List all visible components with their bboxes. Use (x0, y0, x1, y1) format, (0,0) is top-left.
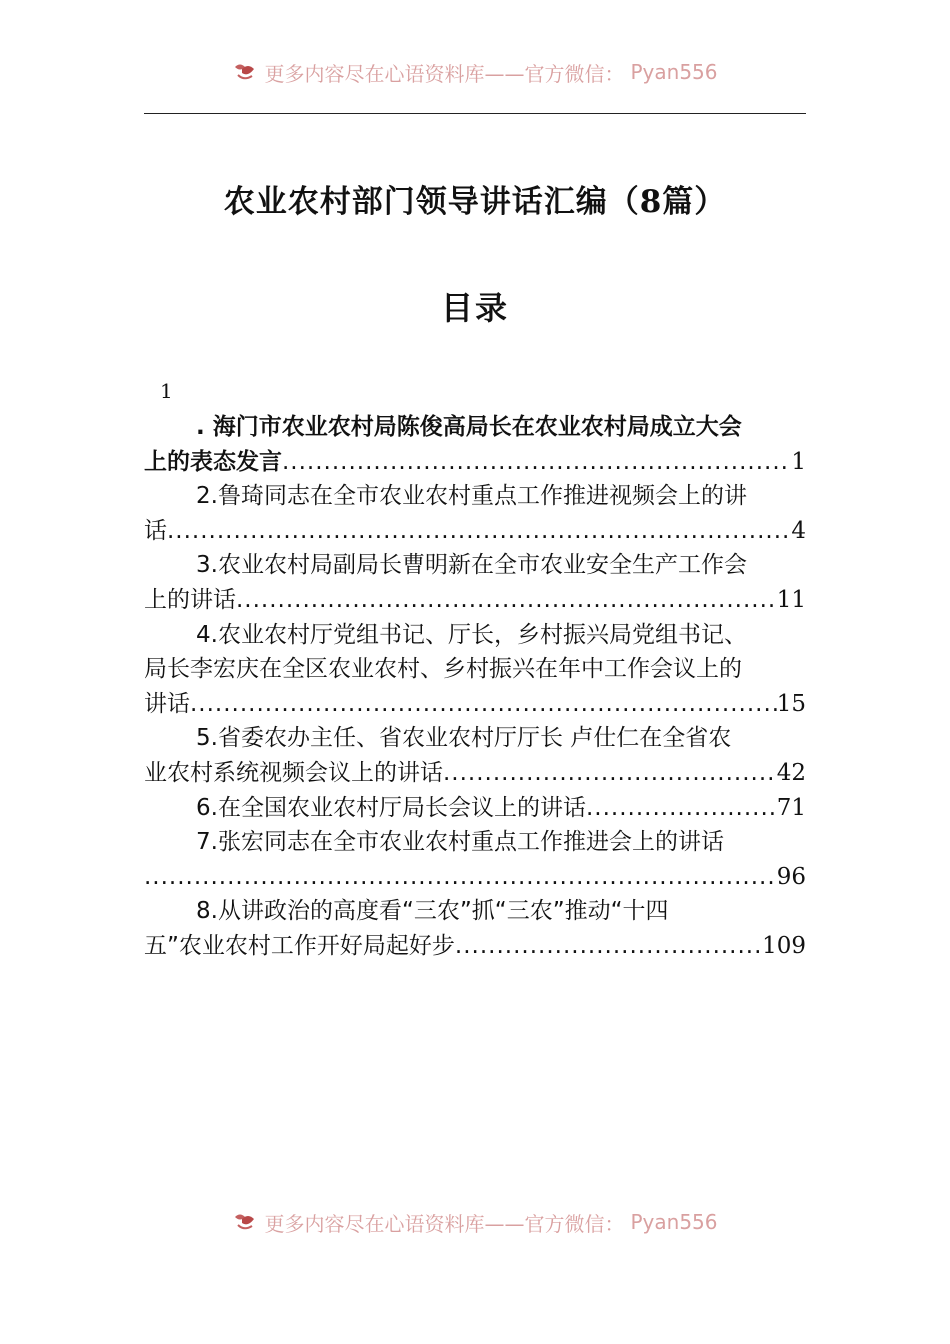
toc-page-number: 71 (776, 794, 806, 821)
watermark-handle: Pyan556 (630, 60, 718, 84)
toc-entry[interactable] (144, 479, 806, 548)
toc-heading: 目录 (440, 289, 509, 327)
watermark-text: 更多内容尽在心语资料库——官方微信： (264, 1211, 625, 1236)
toc-entry-title: 局长李宏庆在全区农业农村、乡村振兴在年中工作会议上的 (144, 656, 742, 683)
toc-entry-title: . 海门市农业农村局陈俊高局长在农业农村局成立大会 (196, 414, 742, 440)
toc-entry-title: 7.张宏同志在全市农业农村重点工作推进会上的讲话 (196, 829, 724, 856)
toc-entry-title: 6.在全国农业农村厅局长会议上的讲话 (196, 794, 586, 821)
toc-entry[interactable] (144, 548, 806, 617)
watermark-logo-icon (232, 61, 258, 83)
toc-entry-title: 4.农业农村厅党组书记、厅长，乡村振兴局党组书记、 (196, 621, 747, 648)
document-title: 农业农村部门领导讲话汇编（8篇） (223, 184, 727, 220)
toc-entry-title: 讲话 (144, 690, 190, 717)
toc-entry-title: 上的讲话 (144, 586, 236, 613)
toc-dot-leader (144, 860, 777, 895)
toc-dot-leader (586, 791, 777, 826)
toc-entry[interactable] (144, 791, 806, 826)
toc-entry-leader-line (144, 514, 806, 549)
toc-entry[interactable] (144, 894, 806, 963)
toc-dot-leader (443, 756, 777, 791)
toc-entry[interactable] (144, 618, 806, 722)
toc-dot-leader (282, 445, 791, 480)
toc-page-number: 96 (776, 863, 806, 890)
toc-dot-leader (236, 583, 777, 618)
watermark-text: 更多内容尽在心语资料库——官方微信： (264, 61, 625, 86)
toc-number-label: 1 (160, 379, 173, 403)
toc-entry-leader-line (144, 687, 806, 722)
toc-dot-leader (167, 514, 791, 549)
toc-entry[interactable] (144, 825, 806, 894)
toc-entry-title: 2.鲁琦同志在全市农业农村重点工作推进视频会上的讲 (196, 483, 747, 510)
toc-entry-leader-line (144, 756, 806, 791)
toc-entry-title: 业农村系统视频会议上的讲话 (144, 759, 443, 786)
toc-entry-title: 五”农业农村工作开好局起好步 (144, 932, 455, 959)
watermark-bottom (0, 1207, 950, 1237)
table-of-contents (144, 410, 806, 964)
toc-entry-title: 3.农业农村局副局长曹明新在全市农业安全生产工作会 (196, 552, 747, 579)
toc-entry[interactable] (144, 721, 806, 790)
toc-page-number: 15 (776, 690, 806, 717)
toc-entry-title: 5.省委农办主任、省农业农村厅厅长 卢仕仁在全省农 (196, 725, 732, 752)
toc-entry-leader-line (144, 583, 806, 618)
toc-entry-leader-line (144, 860, 806, 895)
toc-dot-leader (190, 687, 777, 722)
toc-entry-title: 上的表态发言 (144, 448, 282, 475)
watermark-top (0, 57, 950, 87)
header-rule (144, 113, 806, 114)
toc-entry-leader-line (144, 791, 806, 826)
toc-page-number: 42 (776, 759, 806, 786)
toc-entry-leader-line (144, 929, 806, 964)
toc-page-number: 109 (762, 932, 806, 959)
watermark-handle: Pyan556 (630, 1210, 718, 1234)
toc-page-number: 1 (791, 448, 806, 475)
toc-dot-leader (455, 929, 762, 964)
toc-page-number: 11 (776, 586, 806, 613)
watermark-logo-icon (232, 1211, 258, 1233)
toc-entry-title: 话 (144, 517, 167, 544)
toc-entry-leader-line (144, 445, 806, 480)
toc-page-number: 4 (791, 517, 806, 544)
toc-entry-title: 8.从讲政治的高度看“三农”抓“三农”推动“十四 (196, 898, 669, 925)
toc-entry[interactable] (144, 410, 806, 479)
